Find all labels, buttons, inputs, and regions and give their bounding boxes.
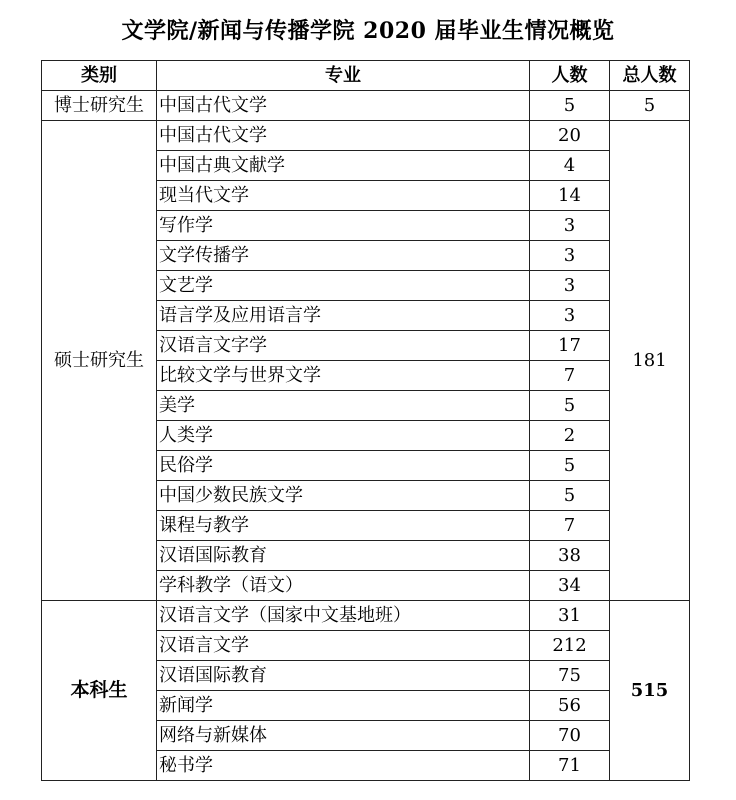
major-cell: 汉语言文学（国家中文基地班） [157,601,530,631]
total-cell: 515 [610,601,690,781]
major-cell: 汉语言文学 [157,631,530,661]
table-row [42,121,690,151]
count-cell: 3 [530,211,610,241]
table-body [42,91,690,781]
category-cell: 本科生 [42,601,157,781]
count-cell: 7 [530,511,610,541]
major-cell: 秘书学 [157,751,530,781]
count-cell: 75 [530,661,610,691]
major-cell: 文艺学 [157,271,530,301]
count-cell: 70 [530,721,610,751]
header-total: 总人数 [610,61,690,91]
count-cell: 7 [530,361,610,391]
table-header-row [42,61,690,91]
major-cell: 民俗学 [157,451,530,481]
major-cell: 中国古典文献学 [157,151,530,181]
count-cell: 56 [530,691,610,721]
count-cell: 14 [530,181,610,211]
major-cell: 新闻学 [157,691,530,721]
header-category: 类别 [42,61,157,91]
major-cell: 学科教学（语文） [157,571,530,601]
count-cell: 20 [530,121,610,151]
major-cell: 汉语言文字学 [157,331,530,361]
total-cell: 5 [610,91,690,121]
count-cell: 71 [530,751,610,781]
header-major: 专业 [157,61,530,91]
major-cell: 现当代文学 [157,181,530,211]
category-cell: 博士研究生 [42,91,157,121]
count-cell: 17 [530,331,610,361]
count-cell: 5 [530,391,610,421]
major-cell: 中国古代文学 [157,121,530,151]
count-cell: 3 [530,241,610,271]
major-cell: 汉语国际教育 [157,661,530,691]
major-cell: 课程与教学 [157,511,530,541]
graduates-table [41,60,690,781]
major-cell: 人类学 [157,421,530,451]
count-cell: 5 [530,481,610,511]
major-cell: 比较文学与世界文学 [157,361,530,391]
header-count: 人数 [530,61,610,91]
count-cell: 212 [530,631,610,661]
count-cell: 3 [530,301,610,331]
major-cell: 文学传播学 [157,241,530,271]
major-cell: 写作学 [157,211,530,241]
count-cell: 4 [530,151,610,181]
category-cell: 硕士研究生 [42,121,157,601]
major-cell: 语言学及应用语言学 [157,301,530,331]
count-cell: 2 [530,421,610,451]
count-cell: 5 [530,451,610,481]
major-cell: 中国少数民族文学 [157,481,530,511]
page-title: 文学院/新闻与传播学院 2020 届毕业生情况概览 [121,18,615,44]
count-cell: 34 [530,571,610,601]
major-cell: 汉语国际教育 [157,541,530,571]
count-cell: 38 [530,541,610,571]
table-row [42,91,690,121]
table-row [42,601,690,631]
count-cell: 5 [530,91,610,121]
major-cell: 美学 [157,391,530,421]
count-cell: 3 [530,271,610,301]
count-cell: 31 [530,601,610,631]
major-cell: 网络与新媒体 [157,721,530,751]
total-cell: 181 [610,121,690,601]
major-cell: 中国古代文学 [157,91,530,121]
